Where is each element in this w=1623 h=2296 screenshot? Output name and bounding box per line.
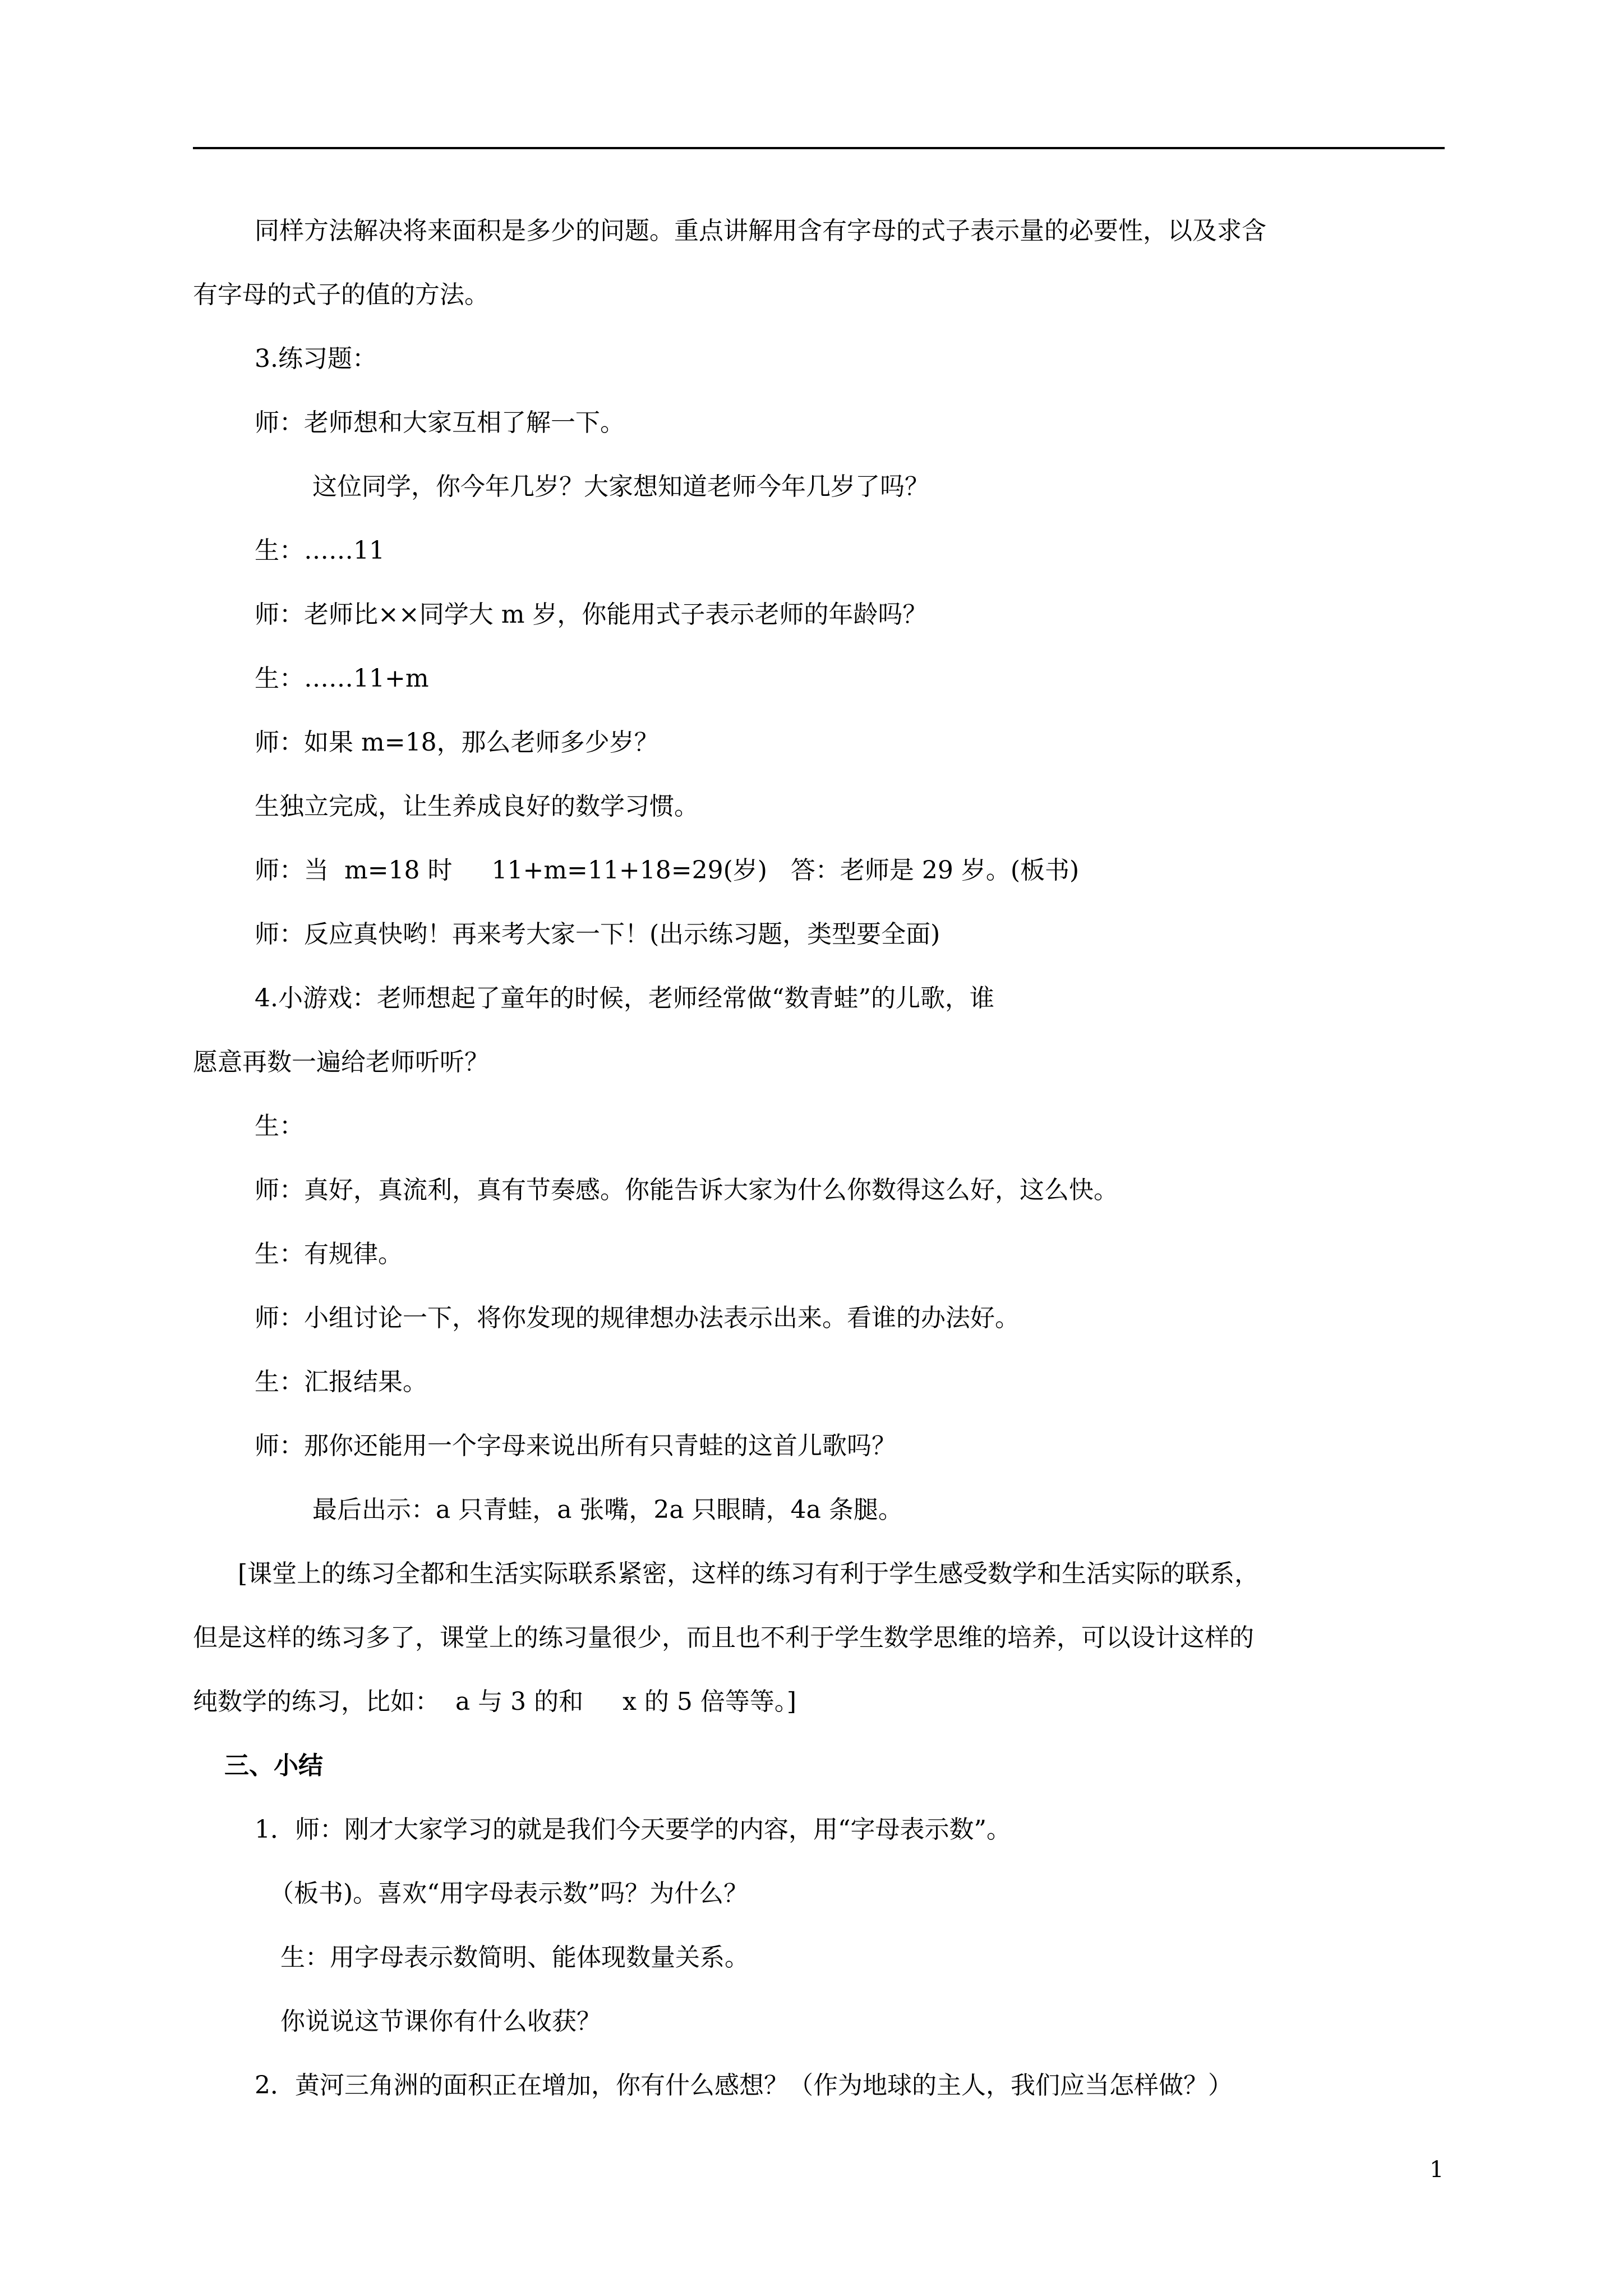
paragraph-line: 3.练习题： — [255, 344, 377, 373]
paragraph-line: 师：老师想和大家互相了解一下。 — [255, 408, 625, 437]
paragraph-line: 师：反应真快哟！再来考大家一下！(出示练习题，类型要全面) — [255, 920, 940, 949]
paragraph-line: 生：用字母表示数简明、能体现数量关系。 — [280, 1943, 749, 1972]
paragraph-line: 2．黄河三角洲的面积正在增加，你有什么感想？（作为地球的主人，我们应当怎样做？） — [255, 2071, 1233, 2100]
paragraph-line: 纯数学的练习，比如： a 与 3 的和 x 的 5 倍等等。] — [193, 1687, 797, 1716]
paragraph-line: 但是这样的练习多了，课堂上的练习量很少，而且也不利于学生数学思维的培养，可以设计这样的 — [193, 1623, 1254, 1652]
header-rule — [193, 147, 1445, 149]
paragraph-line: 师：老师比××同学大 m 岁，你能用式子表示老师的年龄吗？ — [255, 600, 928, 629]
page-number: 1 — [1430, 2157, 1444, 2183]
paragraph-line: 师：那你还能用一个字母来说出所有只青蛙的这首儿歌吗？ — [255, 1432, 896, 1460]
paragraph-line: 你说说这节课你有什么收获？ — [280, 2007, 601, 2036]
paragraph-line: 1．师：刚才大家学习的就是我们今天要学的内容，用“字母表示数”。 — [255, 1815, 1011, 1844]
paragraph-line: 同样方法解决将来面积是多少的问题。重点讲解用含有字母的式子表示量的必要性，以及求含 — [255, 217, 1266, 245]
paragraph-line: 生：……11 — [255, 536, 385, 565]
paragraph-line: 这位同学，你今年几岁？大家想知道老师今年几岁了吗？ — [312, 472, 929, 501]
paragraph-line: 师：真好，真流利，真有节奏感。你能告诉大家为什么你数得这么好，这么快。 — [255, 1176, 1118, 1204]
paragraph-line: 最后出示：a 只青蛙，a 张嘴，2a 只眼睛，4a 条腿。 — [312, 1496, 903, 1524]
section-heading: 三、小结 — [224, 1751, 323, 1780]
paragraph-line: 师：如果 m=18，那么老师多少岁？ — [255, 728, 659, 757]
paragraph-line: 愿意再数一遍给老师听听？ — [193, 1048, 489, 1076]
paragraph-line: （板书)。喜欢“用字母表示数”吗？为什么？ — [269, 1879, 749, 1908]
paragraph-line: 生：汇报结果。 — [255, 1368, 427, 1396]
paragraph-line: 师：当 m=18 时 11+m=11+18=29(岁) 答：老师是 29 岁。(板书) — [255, 856, 1080, 885]
paragraph-line: 生： — [255, 1112, 304, 1140]
paragraph-line: 生：有规律。 — [255, 1240, 403, 1268]
paragraph-line: [课堂上的练习全都和生活实际联系紧密，这样的练习有利于学生感受数学和生活实际的联系， — [238, 1559, 1260, 1588]
paragraph-line: 有字母的式子的值的方法。 — [193, 280, 489, 309]
paragraph-line: 师：小组讨论一下，将你发现的规律想办法表示出来。看谁的办法好。 — [255, 1304, 1020, 1332]
paragraph-line: 4.小游戏：老师想起了童年的时候，老师经常做“数青蛙”的儿歌，谁 — [255, 984, 994, 1013]
paragraph-line: 生：……11+m — [255, 664, 429, 693]
paragraph-line: 生独立完成，让生养成良好的数学习惯。 — [255, 792, 699, 821]
